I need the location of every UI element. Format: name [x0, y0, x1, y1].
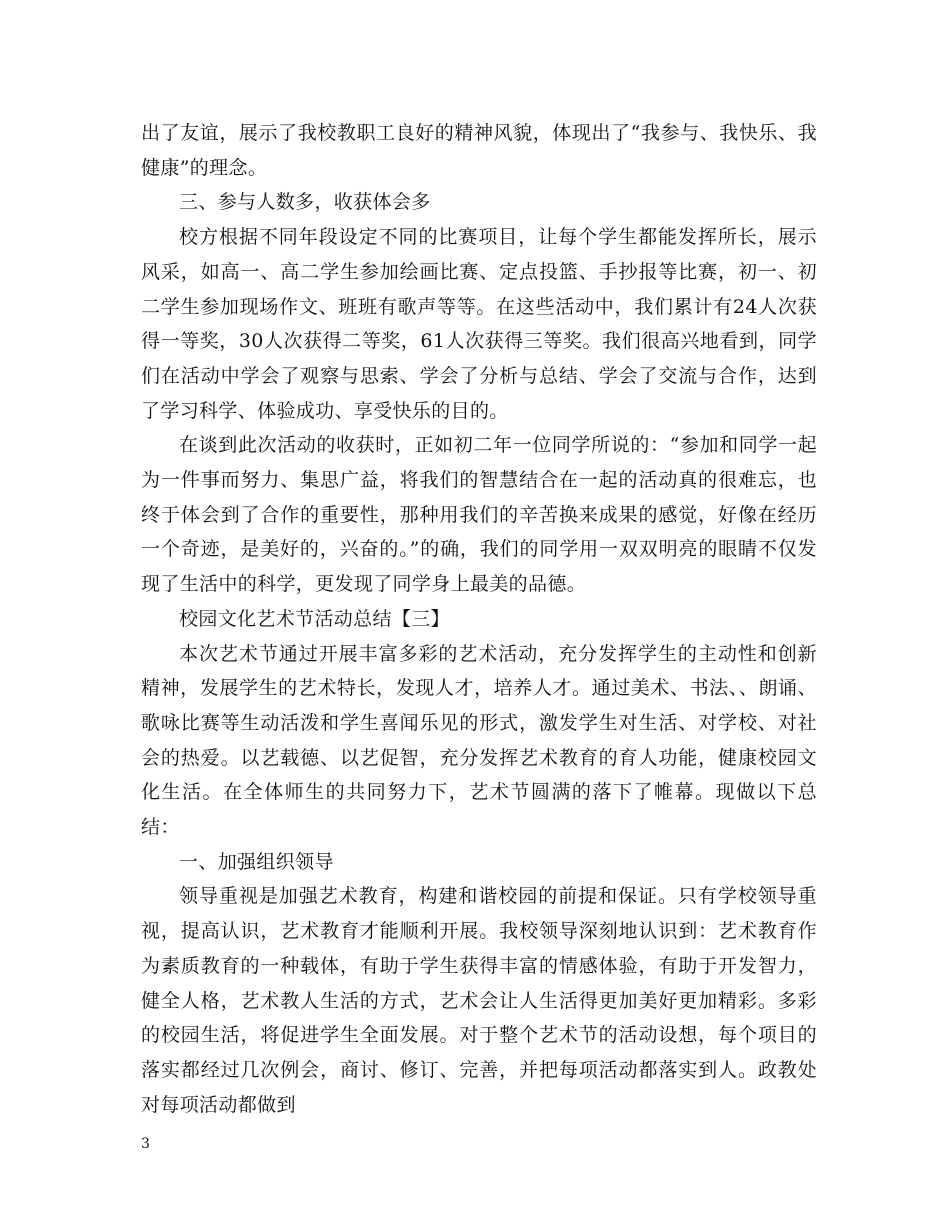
- section-heading-one: 一、加强组织领导: [179, 850, 334, 873]
- section-heading-three: 三、参与人数多，收获体会多: [179, 191, 431, 214]
- document-subtitle: 校园文化艺术节活动总结【三】: [179, 607, 450, 630]
- paragraph-leadership: 领导重视是加强艺术教育，构建和谐校园的前提和保证。只有学校领导重视，提高认识，艺术教育才能顺利开展。我校领导深刻地认识到：艺术教育作为素质教育的一种载体，有助于学生获得丰富的情感体验，有助于开发智力，健全人格，艺术教人生活的方式，艺术会让人生活得更加美好更加精彩。多彩的校园生活，将促进学生全面发展。对于整个艺术节的活动设想，每个项目的落实都经过几次例会，商讨、修订、完善，并把每项活动都落实到人。政教处对每项活动都做到: [141, 885, 817, 1116]
- paragraph-awards: 校方根据不同年段设定不同的比赛项目，让每个学生都能发挥所长，展示风采，如高一、高二学生参加绘画比赛、定点投篮、手抄报等比赛，初一、初二学生参加现场作文、班班有歌声等等。在这些活动中，我们累计有24人次获得一等奖，30人次获得二等奖，61人次获得三等奖。我们很高兴地看到，同学们在活动中学会了观察与思索、学会了分析与总结、学会了交流与合作，达到了学习科学、体验成功、享受快乐的目的。: [141, 226, 817, 422]
- paragraph-continuation: 出了友谊，展示了我校教职工良好的精神风貌，体现出了“我参与、我快乐、我健康”的理念。: [141, 122, 817, 179]
- paragraph-art-festival-intro: 本次艺术节通过开展丰富多彩的艺术活动，充分发挥学生的主动性和创新精神，发展学生的艺术特长，发现人才，培养人才。通过美术、书法、、朗诵、歌咏比赛等生动活泼和学生喜闻乐见的形式，激发学生对生活、对学校、对社会的热爱。以艺载德、以艺促智，充分发挥艺术教育的育人功能，健康校园文化生活。在全体师生的共同努力下，艺术节圆满的落下了帷幕。现做以下总结：: [141, 642, 817, 839]
- paragraph-student-quote: 在谈到此次活动的收获时，正如初二年一位同学所说的：“参加和同学一起为一件事而努力、集思广益，将我们的智慧结合在一起的活动真的很难忘，也终于体会到了合作的重要性，那种用我们的辛苦换来成果的感觉，好像在经历一个奇迹，是美好的，兴奋的。”的确，我们的同学用一双双明亮的眼睛不仅发现了生活中的科学，更发现了同学身上最美的品德。: [141, 434, 817, 596]
- page-number: 3: [141, 1136, 150, 1152]
- document-body: [141, 116, 817, 1122]
